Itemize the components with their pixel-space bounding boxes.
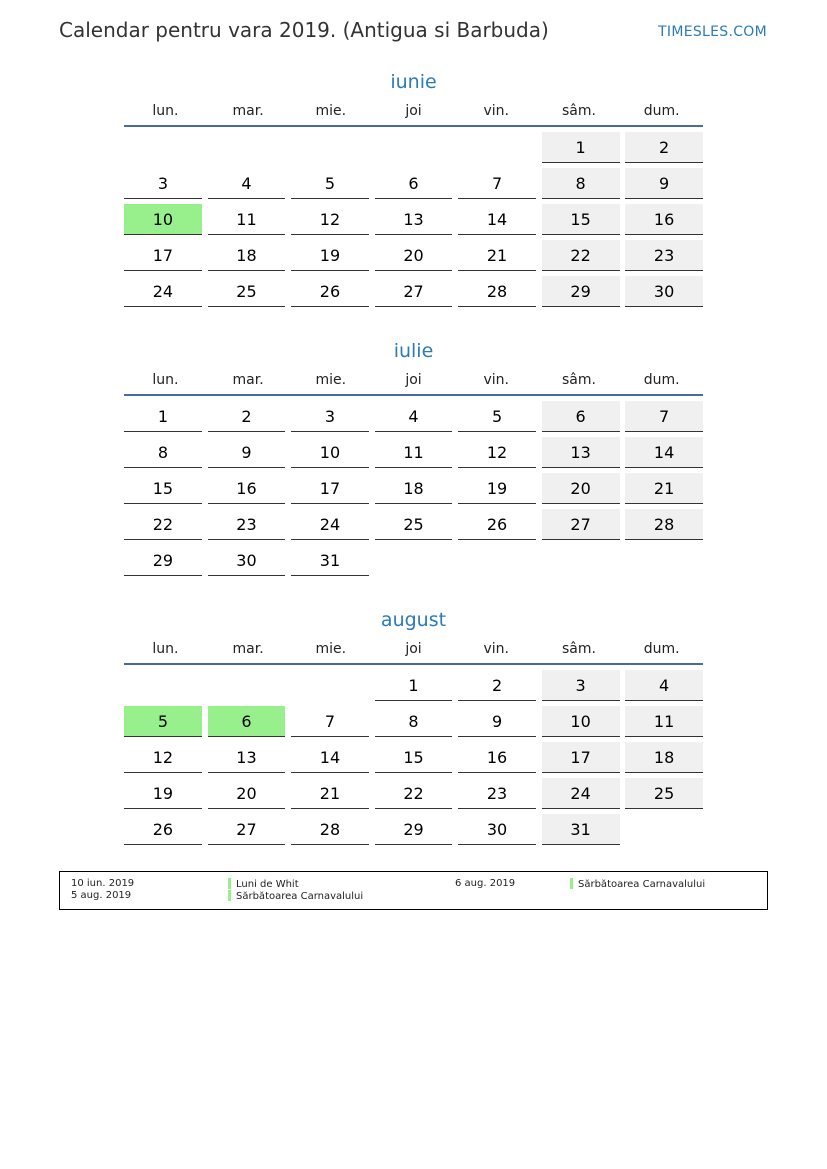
month-august [124,605,703,850]
day-cell: 8 [542,168,620,199]
calendar-grid [124,401,703,581]
day-cell: 14 [625,437,703,468]
holiday-marker [570,878,573,889]
week-row [124,204,703,240]
day-cell: 14 [291,742,369,773]
holiday-marker [228,890,231,901]
holiday-legend [59,871,768,910]
day-cell: 13 [208,742,286,773]
legend-holiday [228,890,363,902]
legend-holiday [228,878,299,890]
weekday-label: mar. [232,641,264,657]
day-cell: 4 [208,168,286,199]
day-cell: 25 [208,276,286,307]
day-cell: 18 [625,742,703,773]
day-cell: 30 [208,545,286,576]
day-cell: 8 [375,706,453,737]
day-cell: 28 [625,509,703,540]
day-cell: 7 [625,401,703,432]
day-cell: 15 [124,473,202,504]
holiday-day-cell: 6 [208,706,286,737]
weekday-label: mie. [315,641,347,657]
day-cell: 18 [208,240,286,271]
day-cell: 6 [375,168,453,199]
empty-cell [542,545,620,575]
brand-link[interactable]: TIMESLES.COM [658,24,767,40]
day-cell: 24 [542,778,620,809]
week-row [124,132,703,168]
day-cell: 29 [542,276,620,307]
weekday-label: vin. [483,372,509,388]
day-cell: 20 [375,240,453,271]
day-cell: 11 [208,204,286,235]
day-cell: 24 [124,276,202,307]
weekday-label: vin. [483,641,509,657]
weekday-label: joi [405,103,422,119]
weekday-label: dum. [643,103,680,119]
weekday-label: mar. [232,372,264,388]
weekday-label: joi [405,641,422,657]
weekday-label: vin. [483,103,509,119]
empty-cell [375,545,453,575]
month-name: august [380,609,447,631]
weekday-label: mar. [232,103,264,119]
day-cell: 26 [124,814,202,845]
week-row [124,168,703,204]
week-row [124,742,703,778]
legend-holiday [570,878,705,890]
legend-date: 5 aug. 2019 [71,890,132,901]
empty-cell [291,132,369,162]
day-cell: 9 [625,168,703,199]
day-cell: 7 [291,706,369,737]
day-cell: 23 [458,778,536,809]
week-row [124,240,703,276]
day-cell: 11 [625,706,703,737]
day-cell: 31 [291,545,369,576]
day-cell: 9 [458,706,536,737]
day-cell: 18 [375,473,453,504]
day-cell: 2 [208,401,286,432]
day-cell: 30 [458,814,536,845]
week-row [124,401,703,437]
calendar-grid [124,132,703,312]
day-cell: 26 [291,276,369,307]
day-cell: 27 [208,814,286,845]
day-cell: 3 [542,670,620,701]
day-cell: 3 [291,401,369,432]
empty-cell [124,132,202,162]
day-cell: 12 [124,742,202,773]
day-cell: 17 [124,240,202,271]
weekday-label: lun. [152,103,179,119]
day-cell: 15 [375,742,453,773]
day-cell: 1 [375,670,453,701]
legend-holiday-name: Luni de Whit [236,879,299,890]
header-divider [124,125,703,127]
day-cell: 16 [208,473,286,504]
week-row [124,706,703,742]
weekday-header [124,97,703,123]
day-cell: 2 [625,132,703,163]
day-cell: 17 [542,742,620,773]
weekday-header [124,366,703,392]
weekday-label: lun. [152,372,179,388]
day-cell: 10 [542,706,620,737]
day-cell: 26 [458,509,536,540]
day-cell: 4 [625,670,703,701]
day-cell: 12 [291,204,369,235]
day-cell: 16 [458,742,536,773]
day-cell: 13 [542,437,620,468]
day-cell: 23 [625,240,703,271]
empty-cell [458,545,536,575]
day-cell: 28 [458,276,536,307]
month-name: iunie [390,71,437,93]
day-cell: 9 [208,437,286,468]
day-cell: 1 [124,401,202,432]
day-cell: 21 [458,240,536,271]
page-title: Calendar pentru vara 2019. (Antigua si Barbuda) [59,18,549,42]
day-cell: 25 [625,778,703,809]
day-cell: 16 [625,204,703,235]
holiday-marker [228,878,231,889]
weekday-label: sâm. [561,641,596,657]
day-cell: 12 [458,437,536,468]
day-cell: 6 [542,401,620,432]
legend-date: 10 iun. 2019 [71,878,135,889]
day-cell: 25 [375,509,453,540]
day-cell: 23 [208,509,286,540]
day-cell: 2 [458,670,536,701]
weekday-label: mie. [315,372,347,388]
day-cell: 21 [625,473,703,504]
holiday-day-cell: 10 [124,204,202,235]
day-cell: 5 [291,168,369,199]
day-cell: 3 [124,168,202,199]
day-cell: 13 [375,204,453,235]
day-cell: 22 [375,778,453,809]
empty-cell [625,545,703,575]
empty-cell [625,814,703,844]
week-row [124,473,703,509]
calendar-grid [124,670,703,850]
header-divider [124,394,703,396]
weekday-label: sâm. [561,103,596,119]
day-cell: 24 [291,509,369,540]
day-cell: 14 [458,204,536,235]
day-cell: 27 [375,276,453,307]
weekday-label: sâm. [561,372,596,388]
day-cell: 10 [291,437,369,468]
empty-cell [208,670,286,700]
day-cell: 1 [542,132,620,163]
day-cell: 7 [458,168,536,199]
holiday-day-cell: 5 [124,706,202,737]
day-cell: 21 [291,778,369,809]
day-cell: 20 [542,473,620,504]
empty-cell [124,670,202,700]
week-row [124,814,703,850]
day-cell: 15 [542,204,620,235]
week-row [124,778,703,814]
empty-cell [208,132,286,162]
weekday-header [124,635,703,661]
weekday-label: joi [405,372,422,388]
month-july [124,336,703,581]
header-divider [124,663,703,665]
day-cell: 19 [124,778,202,809]
day-cell: 30 [625,276,703,307]
empty-cell [375,132,453,162]
day-cell: 4 [375,401,453,432]
day-cell: 11 [375,437,453,468]
week-row [124,545,703,581]
month-june [124,67,703,312]
day-cell: 22 [124,509,202,540]
week-row [124,276,703,312]
legend-date: 6 aug. 2019 [455,878,516,889]
day-cell: 5 [458,401,536,432]
day-cell: 29 [375,814,453,845]
day-cell: 31 [542,814,620,845]
day-cell: 27 [542,509,620,540]
empty-cell [458,132,536,162]
legend-holiday-name: Sărbătoarea Carnavalului [578,879,706,890]
week-row [124,670,703,706]
week-row [124,509,703,545]
legend-holiday-name: Sărbătoarea Carnavalului [236,891,364,902]
weekday-label: lun. [152,641,179,657]
weekday-label: mie. [315,103,347,119]
week-row [124,437,703,473]
day-cell: 29 [124,545,202,576]
day-cell: 22 [542,240,620,271]
month-name: iulie [393,340,434,362]
day-cell: 20 [208,778,286,809]
empty-cell [291,670,369,700]
day-cell: 19 [291,240,369,271]
day-cell: 17 [291,473,369,504]
day-cell: 19 [458,473,536,504]
day-cell: 8 [124,437,202,468]
weekday-label: dum. [643,372,680,388]
weekday-label: dum. [643,641,680,657]
day-cell: 28 [291,814,369,845]
